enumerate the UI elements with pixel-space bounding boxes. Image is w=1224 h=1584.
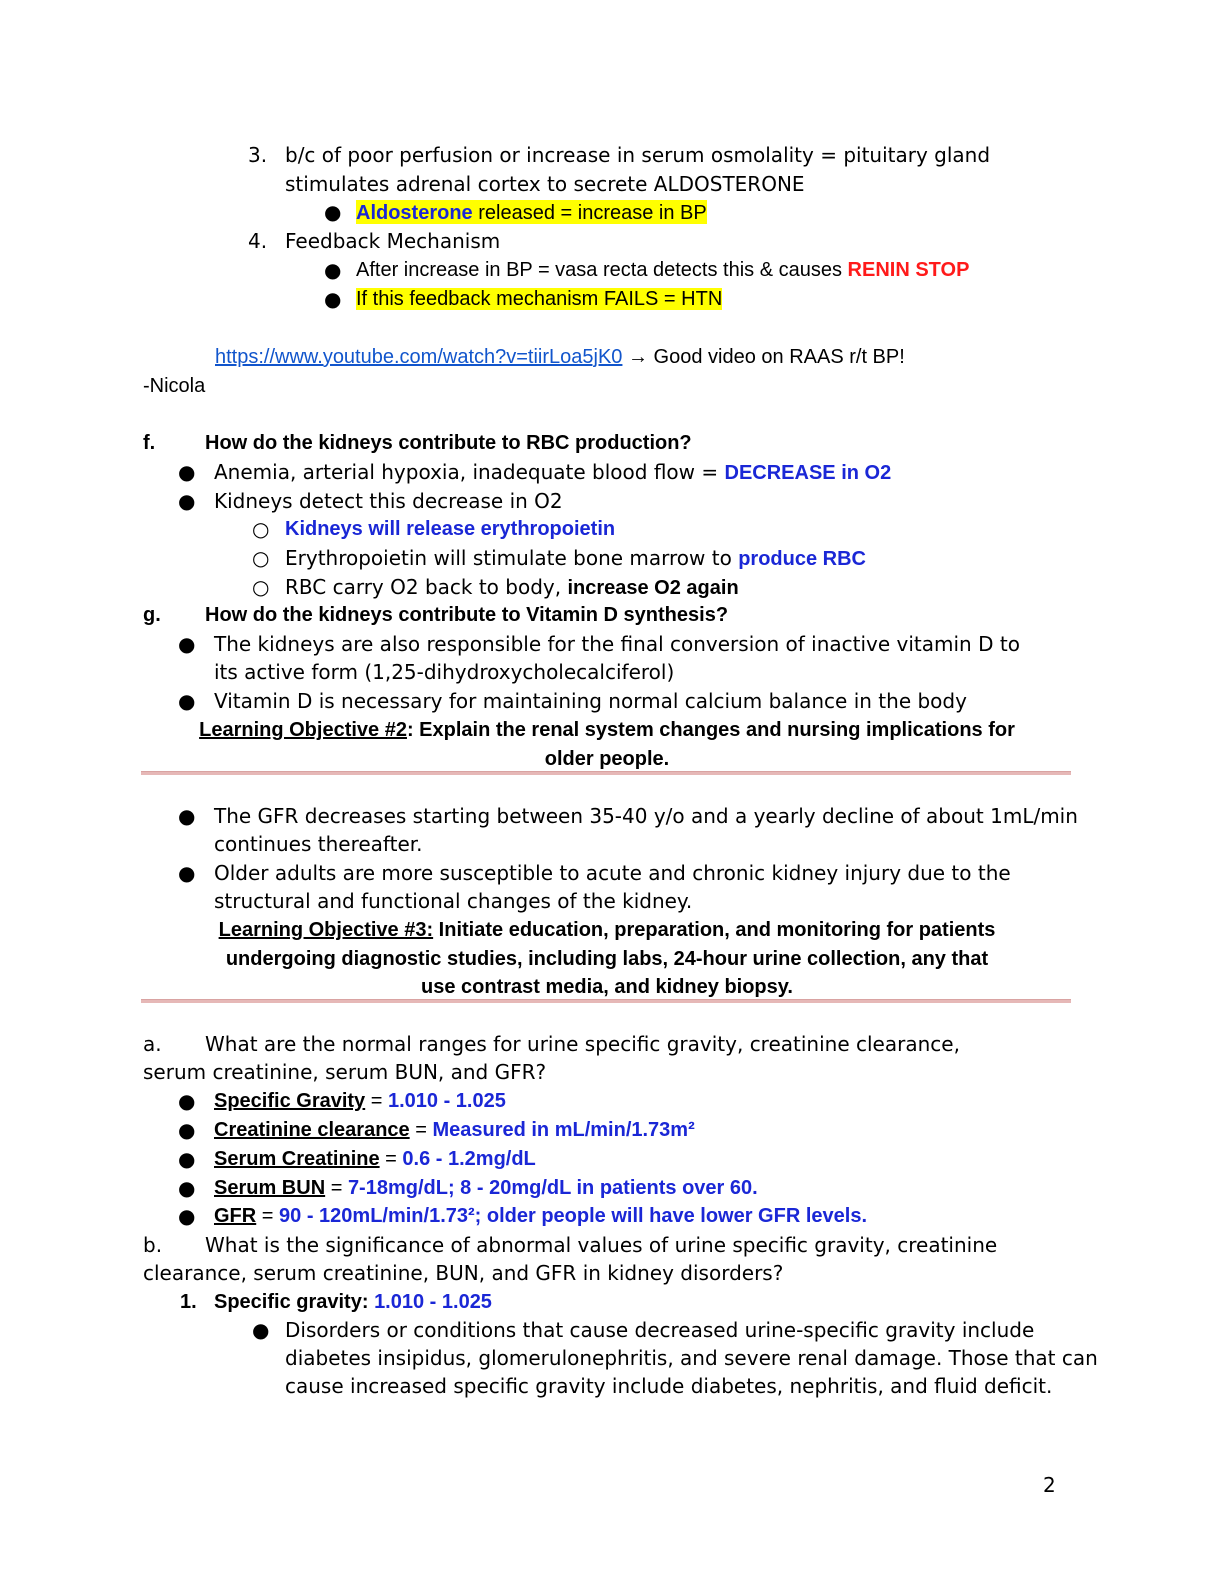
range-name: Serum Creatinine bbox=[214, 1148, 380, 1170]
range-item bbox=[214, 1087, 506, 1116]
section-g-label: g. bbox=[143, 604, 161, 626]
section-f-label: f. bbox=[143, 432, 156, 454]
page-number: 2 bbox=[1043, 1473, 1056, 1497]
section-a-label: a. bbox=[143, 1032, 162, 1056]
section-a-line1: What are the normal ranges for urine specific gravity, creatinine clearance, bbox=[205, 1032, 960, 1056]
specific-gravity-heading bbox=[214, 1288, 492, 1317]
g-bullet-2: Vitamin D is necessary for maintaining normal calcium balance in the body bbox=[214, 689, 967, 713]
bullet: ● bbox=[178, 1118, 196, 1142]
video-note: → Good video on RAAS r/t BP! bbox=[622, 346, 905, 368]
range-eq: = bbox=[379, 1148, 403, 1170]
lo3-line3: use contrast media, and kidney biopsy. bbox=[421, 976, 793, 998]
aldosterone-bullet bbox=[356, 198, 707, 227]
lo2-text: : Explain the renal system changes and nursing implications for bbox=[406, 719, 1015, 741]
bullet: ● bbox=[178, 1147, 196, 1171]
section-b-line1: What is the significance of abnormal values of urine specific gravity, creatinine bbox=[205, 1233, 998, 1257]
bullet: ● bbox=[324, 200, 342, 224]
hollow-bullet: ○ bbox=[252, 546, 270, 570]
range-value: 0.6 - 1.2mg/dL bbox=[402, 1148, 536, 1170]
f-sub-2 bbox=[285, 544, 866, 573]
lo2-bullet-1-line1: The GFR decreases starting between 35-40 y/o and a yearly decline of about 1mL/min bbox=[214, 804, 1078, 828]
sg-paragraph-line3: cause increased specific gravity include diabetes, nephritis, and fluid deficit. bbox=[285, 1374, 1053, 1398]
lo3-text: Initiate education, preparation, and monitoring for patients bbox=[433, 919, 996, 941]
f-sub-3 bbox=[285, 573, 739, 602]
bullet: ● bbox=[178, 861, 196, 885]
range-eq: = bbox=[409, 1119, 433, 1141]
list-number-3: 3. bbox=[248, 143, 268, 167]
aldosterone-term: Aldosterone bbox=[356, 202, 473, 224]
sg-label: Specific gravity: bbox=[214, 1291, 375, 1313]
f-bullet-2: Kidneys detect this decrease in O2 bbox=[214, 489, 563, 513]
youtube-link[interactable]: https://www.youtube.com/watch?v=tiirLoa5jK0 bbox=[215, 346, 623, 368]
bullet: ● bbox=[178, 460, 196, 484]
range-item bbox=[214, 1116, 695, 1145]
sg-paragraph-line2: diabetes insipidus, glomerulonephritis, and severe renal damage. Those that can bbox=[285, 1346, 1098, 1370]
aldosterone-text: released = increase in BP bbox=[472, 202, 707, 224]
range-item bbox=[214, 1202, 867, 1231]
range-item bbox=[214, 1174, 758, 1203]
section-f-question: How do the kidneys contribute to RBC production? bbox=[205, 432, 692, 454]
range-value: 90 - 120mL/min/1.73²; older people will have lower GFR levels. bbox=[279, 1205, 867, 1227]
f-bullet-1 bbox=[214, 458, 891, 487]
f-bullet-1-text: Anemia, arterial hypoxia, inadequate blood flow = bbox=[214, 460, 725, 484]
lo2-bullet-2-line1: Older adults are more susceptible to acute and chronic kidney injury due to the bbox=[214, 861, 1011, 885]
feedback-fails-text: If this feedback mechanism FAILS = HTN bbox=[356, 288, 723, 310]
range-eq: = bbox=[365, 1090, 388, 1112]
list-number-4: 4. bbox=[248, 229, 268, 253]
range-eq: = bbox=[325, 1177, 348, 1199]
bullet: ● bbox=[252, 1318, 270, 1342]
lo2-line1 bbox=[140, 716, 1074, 745]
bullet: ● bbox=[324, 258, 342, 282]
decrease-o2: DECREASE in O2 bbox=[724, 462, 892, 484]
range-eq: = bbox=[256, 1205, 280, 1227]
lo3-label: Learning Objective #3: bbox=[218, 919, 434, 941]
bullet: ● bbox=[178, 1089, 196, 1113]
produce-rbc: produce RBC bbox=[738, 548, 866, 570]
bullet: ● bbox=[178, 1204, 196, 1228]
range-name: Serum BUN bbox=[214, 1177, 326, 1199]
range-value: 1.010 - 1.025 bbox=[387, 1090, 506, 1112]
section-divider bbox=[141, 771, 1071, 775]
feedback-heading: Feedback Mechanism bbox=[285, 229, 501, 253]
section-divider bbox=[141, 999, 1071, 1003]
f-sub-3-text: RBC carry O2 back to body, bbox=[285, 575, 568, 599]
item3-line2: stimulates adrenal cortex to secrete ALDOSTERONE bbox=[285, 172, 805, 196]
lo3-line2: undergoing diagnostic studies, including labs, 24-hour urine collection, any that bbox=[225, 948, 989, 970]
g-bullet-1-line2: its active form (1,25-dihydroxycholecalciferol) bbox=[214, 660, 675, 684]
feedback-bullet-1-text: After increase in BP = vasa recta detects this & causes bbox=[356, 259, 848, 281]
g-bullet-1-line1: The kidneys are also responsible for the final conversion of inactive vitamin D to bbox=[214, 632, 1020, 656]
feedback-bullet-2 bbox=[356, 285, 722, 314]
section-g-question: How do the kidneys contribute to Vitamin D synthesis? bbox=[205, 604, 729, 626]
lo2-label: Learning Objective #2 bbox=[199, 719, 407, 741]
feedback-bullet-1 bbox=[356, 256, 969, 285]
section-b-label: b. bbox=[143, 1233, 163, 1257]
lo3-line1 bbox=[140, 916, 1074, 945]
sg-value: 1.010 - 1.025 bbox=[374, 1291, 492, 1313]
section-b-line2: clearance, serum creatinine, BUN, and GFR in kidney disorders? bbox=[143, 1261, 784, 1285]
range-value: 7-18mg/dL; 8 - 20mg/dL in patients over 60. bbox=[347, 1177, 758, 1199]
item3-line1: b/c of poor perfusion or increase in serum osmolality = pituitary gland bbox=[285, 143, 991, 167]
bullet: ● bbox=[324, 287, 342, 311]
range-name: GFR bbox=[214, 1205, 257, 1227]
bullet: ● bbox=[178, 632, 196, 656]
video-line bbox=[215, 343, 905, 372]
section-a-line2: serum creatinine, serum BUN, and GFR? bbox=[143, 1060, 547, 1084]
f-sub-2-text: Erythropoietin will stimulate bone marrow to bbox=[285, 546, 739, 570]
bullet: ● bbox=[178, 689, 196, 713]
sg-paragraph-line1: Disorders or conditions that cause decreased urine-specific gravity include bbox=[285, 1318, 1035, 1342]
f-sub-1: Kidneys will release erythropoietin bbox=[285, 518, 616, 540]
lo2-bullet-1-line2: continues thereafter. bbox=[214, 832, 423, 856]
bullet: ● bbox=[178, 489, 196, 513]
hollow-bullet: ○ bbox=[252, 575, 270, 599]
list-number-1: 1. bbox=[180, 1291, 197, 1313]
lo2-line2: older people. bbox=[544, 748, 670, 770]
range-name: Creatinine clearance bbox=[214, 1119, 410, 1141]
range-name: Specific Gravity bbox=[214, 1090, 366, 1112]
bullet: ● bbox=[178, 1176, 196, 1200]
bullet: ● bbox=[178, 804, 196, 828]
credit: -Nicola bbox=[143, 375, 206, 397]
renin-stop: RENIN STOP bbox=[847, 259, 970, 281]
range-value: Measured in mL/min/1.73m² bbox=[432, 1119, 695, 1141]
lo2-bullet-2-line2: structural and functional changes of the kidney. bbox=[214, 889, 693, 913]
hollow-bullet: ○ bbox=[252, 517, 270, 541]
increase-o2: increase O2 again bbox=[567, 577, 739, 599]
range-item bbox=[214, 1145, 536, 1174]
